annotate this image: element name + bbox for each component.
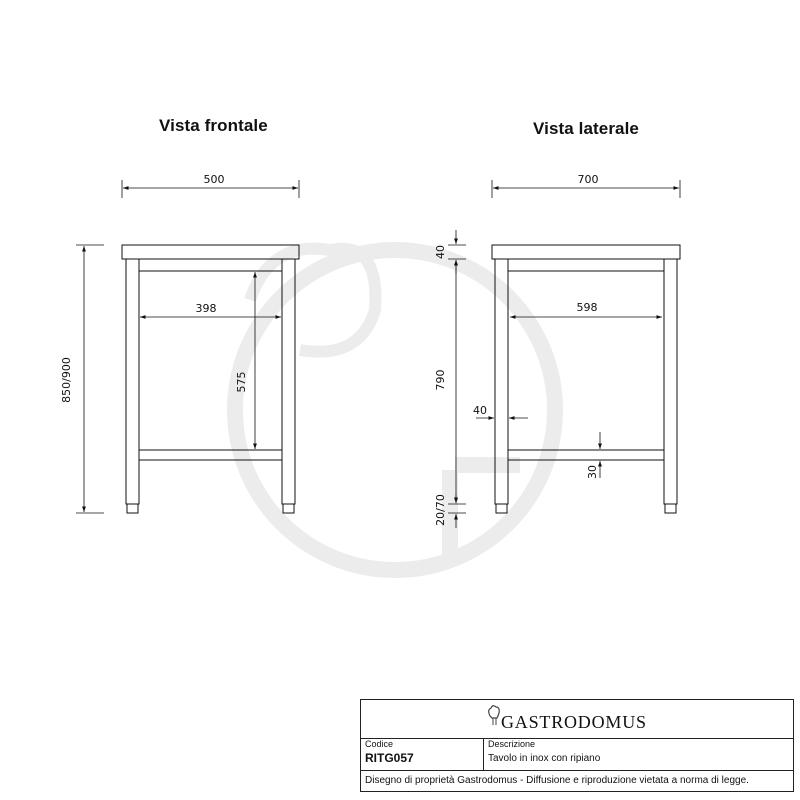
title-block: [360, 699, 794, 792]
side-height-label: 790: [434, 369, 447, 391]
side-leg-width-label: 40: [473, 404, 487, 417]
side-width-label: 700: [577, 173, 599, 186]
description-value: Tavolo in inox con ripiano: [488, 753, 601, 764]
title-block-info-row: [361, 738, 793, 771]
description-cell: [484, 738, 793, 770]
side-dimensions: [448, 180, 680, 528]
code-label: Codice: [365, 739, 394, 749]
title-block-logo-row: [361, 700, 793, 739]
gastrodomus-logo-text: GASTRODOMUS: [501, 712, 647, 732]
front-inner-width-label: 398: [195, 302, 217, 315]
description-label: Descrizione: [488, 739, 536, 749]
front-lower-rail: [139, 450, 282, 460]
front-leg-left: [126, 259, 139, 504]
ownership-note: Disegno di proprietà Gastrodomus - Diffusione e riproduzione vietata a norma di legge.: [365, 775, 749, 786]
front-width-label: 500: [203, 173, 225, 186]
side-view-title: Vista laterale: [533, 119, 639, 138]
front-foot-right: [283, 504, 294, 513]
side-upper-rail: [508, 259, 664, 271]
side-lower-rail: [508, 450, 664, 460]
side-top: [492, 245, 680, 259]
code-cell: [361, 738, 484, 770]
chef-hat-watermark: [235, 250, 555, 570]
side-top-thickness-label: 40: [434, 245, 447, 259]
side-shelf-thickness-label: 30: [586, 465, 599, 479]
front-dimensions: [76, 180, 299, 513]
front-total-height-label: 850/900: [60, 357, 73, 403]
chef-hat-icon: [487, 704, 501, 726]
front-foot-left: [127, 504, 138, 513]
front-view-title: Vista frontale: [159, 116, 268, 135]
side-leg-right: [664, 259, 677, 504]
front-view: [122, 245, 299, 513]
side-foot-left: [496, 504, 507, 513]
side-foot-right: [665, 504, 676, 513]
side-foot-height-label: 20/70: [434, 494, 447, 526]
code-value: RITG057: [365, 751, 414, 765]
side-inner-width-label: 598: [576, 301, 598, 314]
front-inner-height-label: 575: [235, 371, 248, 393]
